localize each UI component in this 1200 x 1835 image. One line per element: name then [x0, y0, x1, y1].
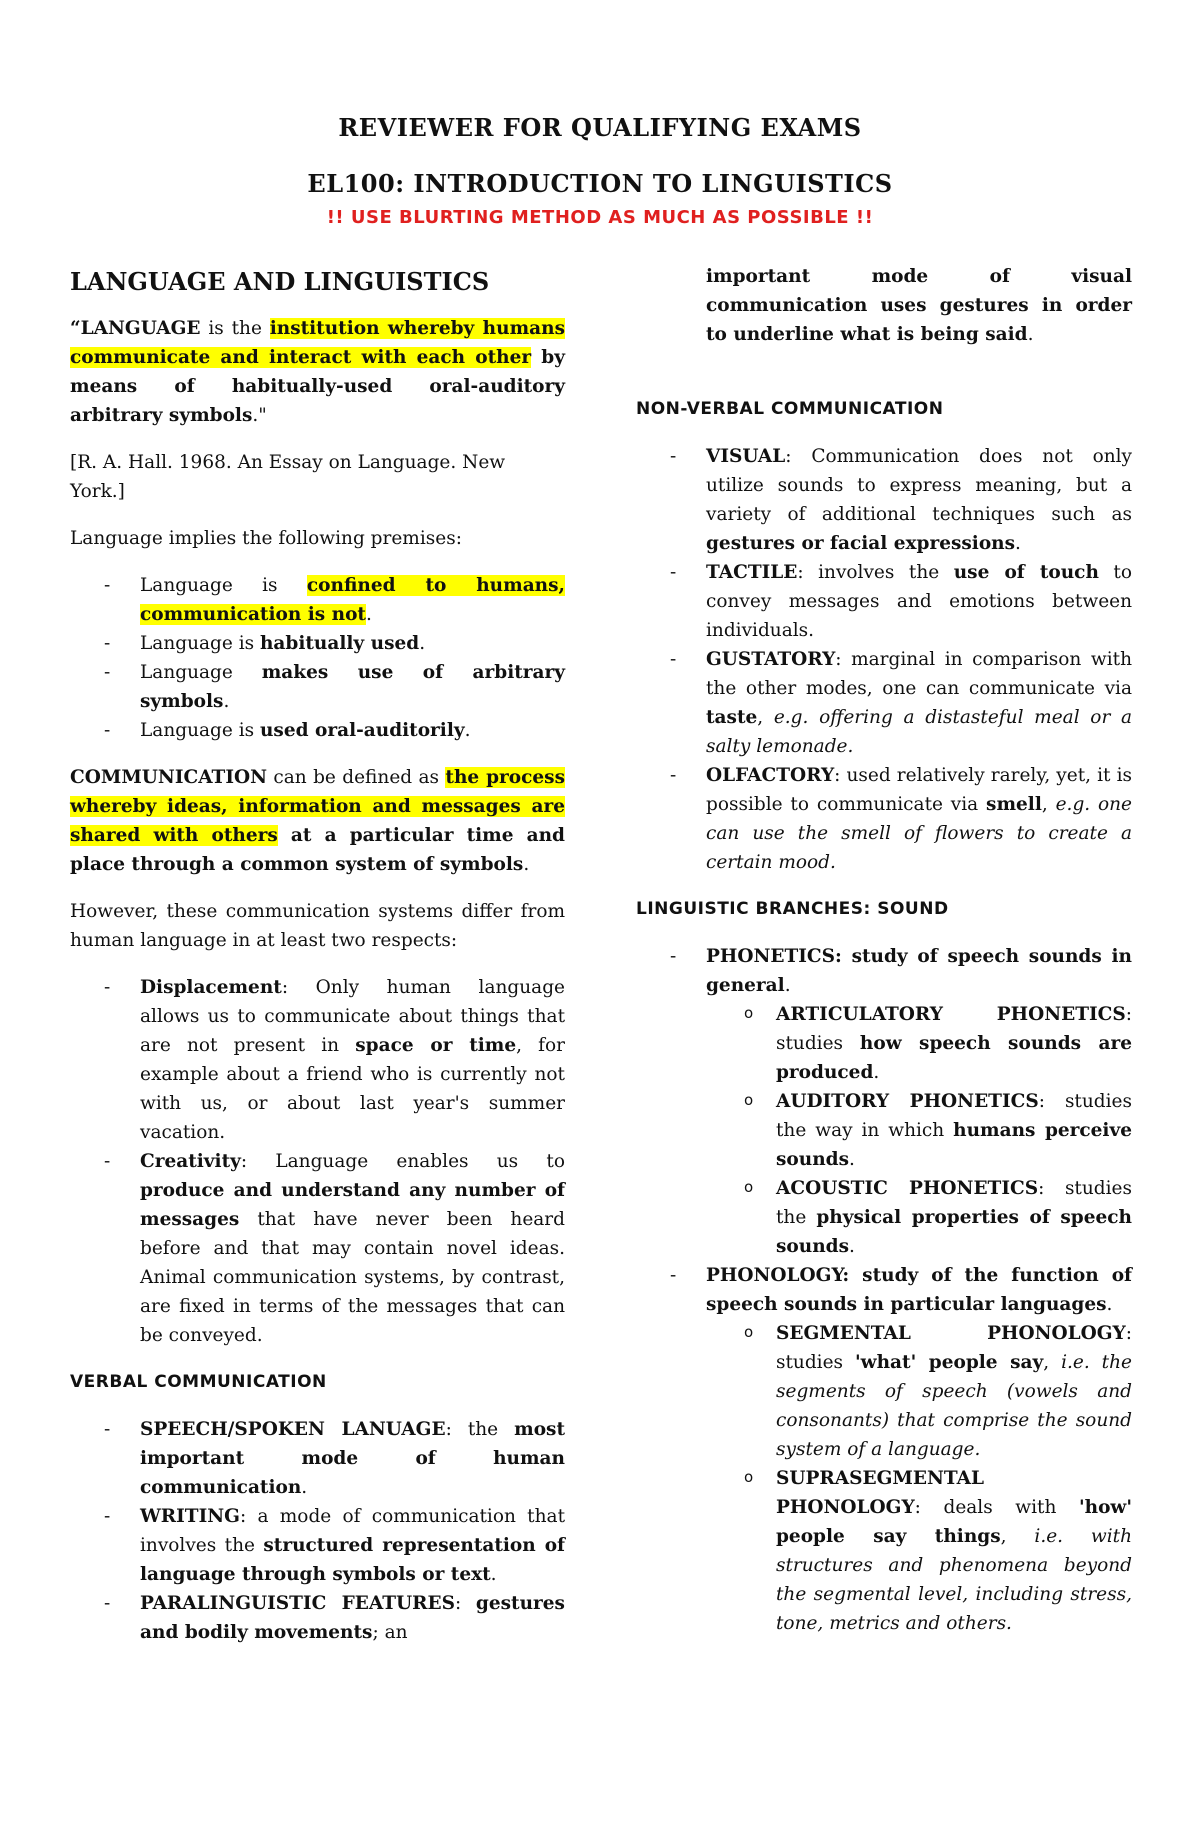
- text: gestures or facial expressions: [706, 533, 1016, 554]
- text: Language is: [140, 575, 307, 596]
- text: .: [849, 1236, 855, 1257]
- text: [706, 942, 1132, 1000]
- text: .: [365, 604, 372, 625]
- text: .: [784, 975, 791, 996]
- term-acoustic: ACOUSTIC PHONETICS: [776, 1178, 1039, 1199]
- text: .: [873, 1062, 880, 1083]
- list-item: [140, 1147, 565, 1350]
- term-speech: SPEECH/SPOKEN LANUAGE: [140, 1419, 446, 1440]
- text: : involves the: [797, 562, 954, 583]
- text: Language: [140, 662, 262, 683]
- text: e.g. one can use the smell of flowers to create a certain mood.: [706, 794, 1133, 873]
- text: structured representation of language through symbols or text: [140, 1535, 565, 1585]
- highlight-language-def: institution whereby humans communicate and interact with each other: [70, 318, 565, 368]
- text: at a: [277, 825, 350, 846]
- text: important mode of visual communication uses gestures in order to underline what is being said: [706, 266, 1132, 345]
- term-communication: COMMUNICATION: [70, 767, 268, 788]
- text: taste: [706, 707, 758, 728]
- text: Language is: [140, 633, 260, 654]
- list-item: [706, 442, 1132, 558]
- text: most important mode of human communication: [140, 1419, 565, 1498]
- text: use of touch: [953, 562, 1099, 583]
- text: how speech sounds are produced: [776, 1033, 1132, 1083]
- text: : studies the way in which: [776, 1091, 1132, 1141]
- list-item: [140, 1415, 565, 1502]
- text: .: [301, 1477, 308, 1498]
- nonverbal-list: [636, 442, 1132, 877]
- phonology-sublist: [706, 1319, 1132, 1638]
- text: by means of: [70, 347, 565, 397]
- text: used oral-auditorily: [259, 720, 465, 741]
- text: is the: [200, 318, 270, 339]
- text: e.g. offering a distasteful meal or a salty lemonade.: [706, 707, 1133, 757]
- premises-list: [70, 571, 565, 745]
- branches-list: [636, 942, 1132, 1638]
- text: ; an: [372, 1622, 408, 1643]
- text: .: [490, 1564, 497, 1585]
- list-item: [706, 558, 1132, 645]
- warning-note: !! USE BLURTING METHOD AS MUCH AS POSSIBLE !!: [326, 207, 874, 228]
- right-column: [636, 262, 1132, 1656]
- list-item: [140, 658, 565, 716]
- text: .: [1027, 324, 1034, 345]
- language-definition: [70, 314, 565, 430]
- text: smell: [986, 794, 1042, 815]
- text: : studies the: [776, 1178, 1132, 1228]
- text: , for example about a friend who is currently not with us, or about last year's summer vacation.: [140, 1035, 565, 1143]
- text: : marginal in comparison with the other modes, one can communicate via: [706, 649, 1132, 699]
- text: : study of speech sounds in general: [706, 946, 1132, 996]
- text: : a mode of communication that involves the: [140, 1506, 565, 1556]
- text: space or time: [355, 1035, 517, 1056]
- list-item: [706, 942, 1132, 1261]
- text: makes use of arbitrary symbols: [140, 662, 565, 712]
- list-item: [776, 1174, 1132, 1261]
- text: : deals with: [914, 1497, 1079, 1518]
- text: i.e. with structures and phenomena beyond the segmental level, including stress, tone, metrics and others.: [776, 1526, 1133, 1634]
- text: physical properties of speech sounds: [776, 1207, 1132, 1257]
- text: ,: [1043, 1352, 1062, 1373]
- term-language: “LANGUAGE: [70, 318, 201, 339]
- premises-intro: Language implies the following premises:: [70, 528, 462, 549]
- term-auditory: AUDITORY PHONETICS: [776, 1091, 1039, 1112]
- highlight-premise: confined to humans, communication is not: [140, 575, 565, 625]
- text: .: [464, 720, 471, 741]
- term-olfactory: OLFACTORY: [706, 765, 835, 786]
- text: ,: [1000, 1526, 1035, 1547]
- list-item: [140, 571, 565, 629]
- heading-non-verbal-communication: NON-VERBAL COMMUNICATION: [636, 399, 944, 419]
- text: : the: [445, 1419, 515, 1440]
- text: .: [1106, 1294, 1113, 1315]
- document-title: REVIEWER FOR QUALIFYING EXAMS: [338, 113, 862, 142]
- text: Language is: [140, 720, 260, 741]
- text: : study of the function of speech sounds in particular languages: [706, 1265, 1132, 1315]
- term-articulatory: ARTICULATORY PHONETICS: [776, 1004, 1126, 1025]
- term-phonetics: PHONETICS: [706, 946, 836, 967]
- text: .: [1015, 533, 1021, 554]
- heading-verbal-communication: VERBAL COMMUNICATION: [70, 1372, 327, 1392]
- text: gestures and bodily movements: [140, 1593, 565, 1643]
- text: humans perceive sounds: [776, 1120, 1132, 1170]
- citation: [R. A. Hall. 1968. An Essay on Language. New York.]: [70, 452, 506, 502]
- term-visual: VISUAL: [706, 446, 786, 467]
- term-creativity: Creativity: [140, 1151, 241, 1172]
- term-paralinguistic: PARALINGUISTIC FEATURES: [140, 1593, 455, 1614]
- list-item: [140, 973, 565, 1147]
- communication-definition: [70, 763, 565, 879]
- heading-linguistic-branches-sound: LINGUISTIC BRANCHES: SOUND: [636, 899, 949, 919]
- list-item: [776, 1319, 1132, 1464]
- text: .: [419, 633, 426, 654]
- respects-list: [70, 973, 565, 1350]
- text: :: [454, 1593, 476, 1614]
- term-displacement: Displacement: [140, 977, 282, 998]
- left-column: [70, 262, 565, 1665]
- list-item: [776, 1087, 1132, 1174]
- term-tactile: TACTILE: [706, 562, 798, 583]
- text: : Only human language allows us to communicate about things that are not present in: [140, 977, 565, 1056]
- course-title: EL100: INTRODUCTION TO LINGUISTICS: [307, 169, 893, 198]
- term-phonology: PHONOLOGY: [706, 1265, 843, 1286]
- section-title-language-linguistics: LANGUAGE AND LINGUISTICS: [70, 267, 490, 296]
- text: that have never been heard before and that may contain novel ideas. Animal communication systems, by contrast, are fixed in terms of the messages that can be conveyed.: [140, 1209, 565, 1346]
- text: ,: [1041, 794, 1056, 815]
- text: .: [849, 1149, 855, 1170]
- text: : Language enables us to: [240, 1151, 565, 1172]
- list-item: [706, 645, 1132, 761]
- text: : used relatively rarely, yet, it is possible to communicate via: [706, 765, 1132, 815]
- text: : studies: [776, 1323, 1132, 1373]
- text: habitually used: [259, 633, 420, 654]
- phonetics-sublist: [706, 1000, 1132, 1261]
- term-suprasegmental: SUPRASEGMENTAL PHONOLOGY: [776, 1468, 984, 1518]
- term-segmental: SEGMENTAL PHONOLOGY: [776, 1323, 1126, 1344]
- text: habitually-used oral-auditory arbitrary symbols: [70, 376, 565, 426]
- list-item: [140, 1502, 565, 1589]
- text: : studies: [776, 1004, 1132, 1054]
- text: to convey messages and emotions between individuals.: [706, 562, 1133, 641]
- text: particular time and place through a common system of symbols: [70, 825, 565, 875]
- highlight-communication-def: the process whereby ideas, information and messages are shared with others: [70, 767, 566, 846]
- text: 'what' people say: [855, 1352, 1044, 1373]
- text: can be defined as: [267, 767, 446, 788]
- text: .: [223, 691, 230, 712]
- text: ,: [757, 707, 774, 728]
- verbal-list: [70, 1415, 565, 1647]
- text: produce and understand any number of messages: [140, 1180, 565, 1230]
- paralinguistic-continuation: [636, 262, 1132, 349]
- list-item: [140, 1589, 565, 1647]
- list-item: [776, 1464, 1132, 1638]
- list-item: [140, 629, 565, 658]
- text: .: [523, 854, 530, 875]
- list-item: [140, 716, 565, 745]
- however-paragraph: However, these communication systems differ from human language in at least two respects:: [70, 901, 565, 951]
- term-gustatory: GUSTATORY: [706, 649, 836, 670]
- text: : Communication does not only utilize sounds to express meaning, but a variety of additional techniques such as: [706, 446, 1132, 525]
- list-item: [776, 1000, 1132, 1087]
- term-writing: WRITING: [140, 1506, 240, 1527]
- text: i.e. the segments of speech (vowels and consonants) that comprise the sound system of a language.: [776, 1352, 1132, 1460]
- text: .": [252, 405, 267, 426]
- text: 'how' people say things: [776, 1497, 1132, 1547]
- list-item: [706, 1261, 1132, 1638]
- text: [706, 1261, 1132, 1319]
- list-item: [706, 761, 1132, 877]
